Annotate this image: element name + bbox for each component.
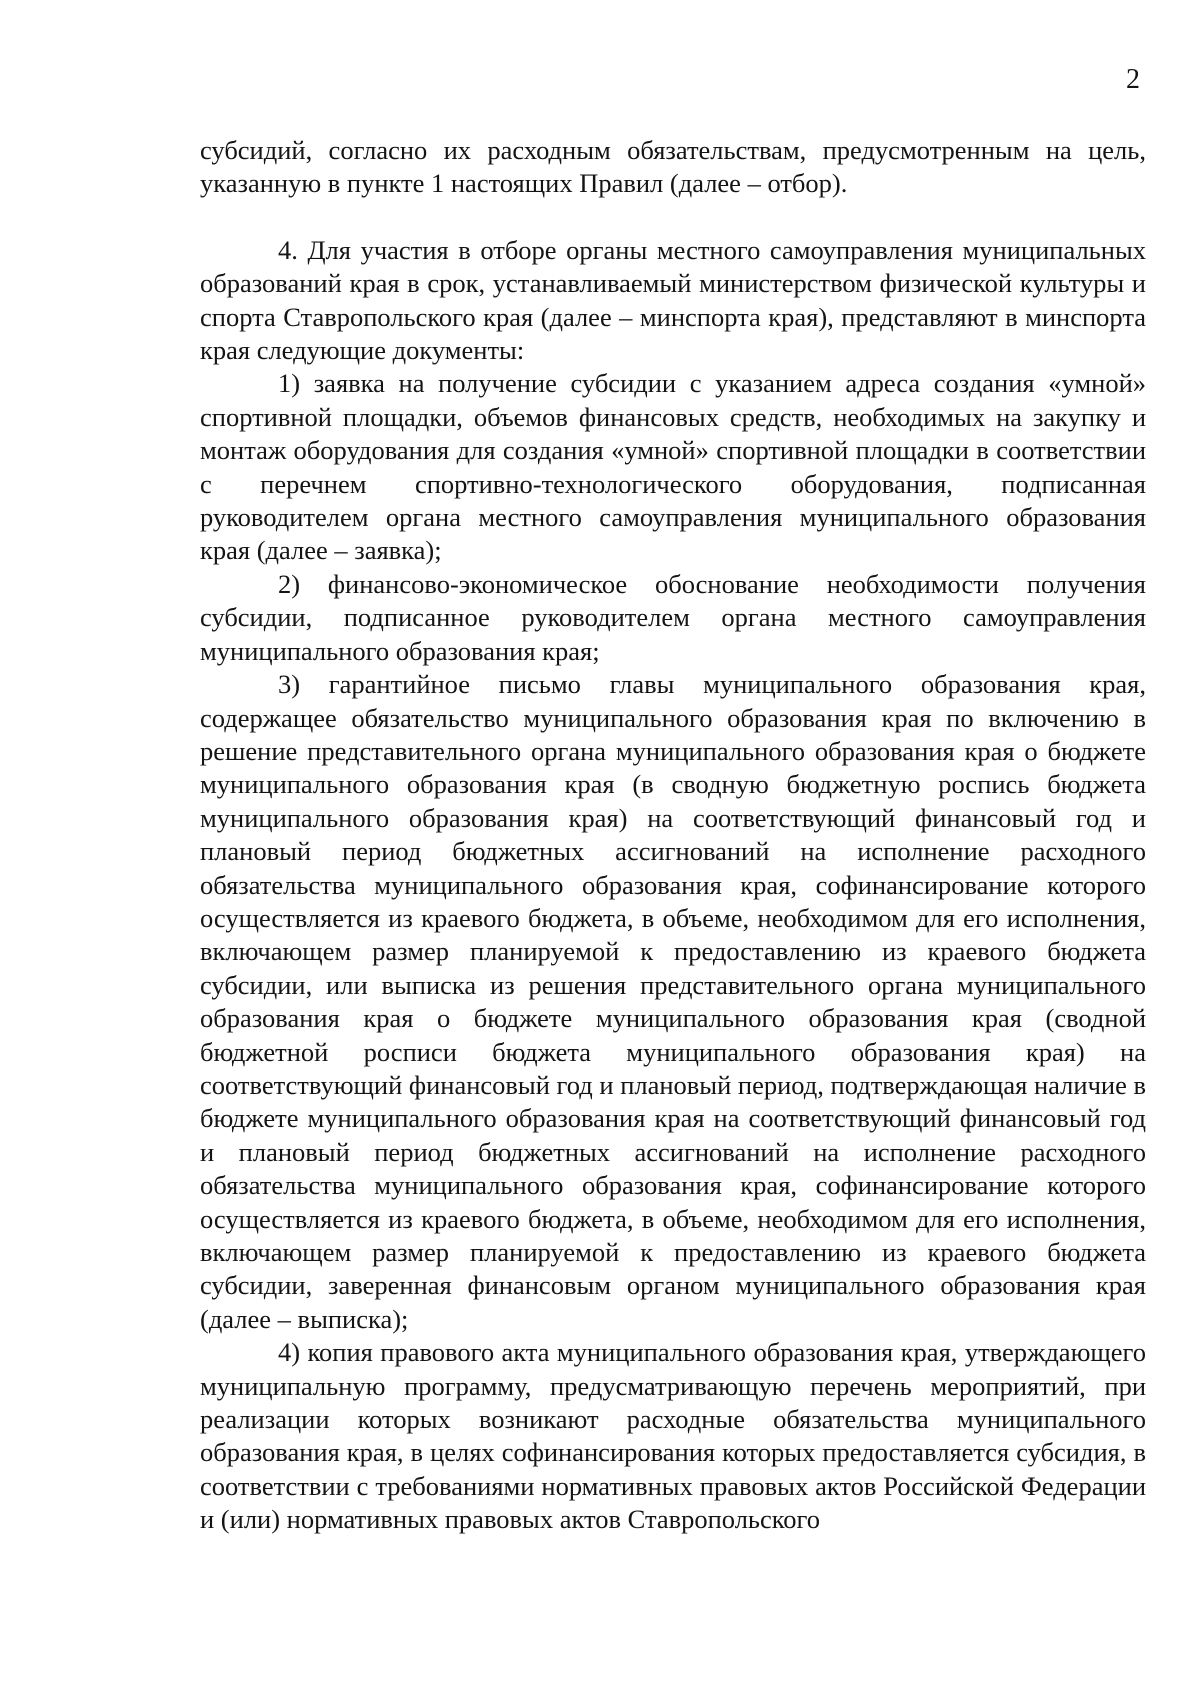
list-item-4: 4) копия правового акта муниципального образования края, утверждающего муниципальную программу, предусматривающую перечень мероприятий, при реализации которых возникают расходные обязательства муниципального образования края, в целях софинансирования которых предоставляется субсидия, в соответствии с требованиями нормативных правовых актов Российской Федерации и (или) нормативных правовых актов Ставропольского	[200, 1337, 1146, 1535]
document-body	[200, 134, 1146, 1537]
paragraph-continuation: субсидий, согласно их расходным обязательствам, предусмотренным на цель, указанную в пункте 1 настоящих Правил (далее – отбор).	[200, 135, 1146, 199]
paragraph-4: 4. Для участия в отборе органы местного самоуправления муниципальных образований края в срок, устанавливаемый министерством физической культуры и спорта Ставропольского края (далее – минспорта края), представляют в минспорта края следующие документы:	[200, 234, 1146, 366]
list-item-3: 3) гарантийное письмо главы муниципального образования края, содержащее обязательство муниципального образования края по включению в решение представительного органа муниципального образования края о бюджете муниципального образования края (в сводную бюджетную роспись бюджета муниципального образования края) на соответствующий финансовый год и плановый период бюджетных ассигнований на исполнение расходного обязательства муниципального образования края, софинансирование которого осуществляется из краевого бюджета, в объеме, необходимом для его исполнения, включающем размер планируемой к предоставлению из краевого бюджета субсидии, или выписка из решения представительного органа муниципального образования края о бюджете муниципального образования края (сводной бюджетной росписи бюджета муниципального образования края) на соответствующий финансовый год и плановый период, подтверждающая наличие в бюджете муниципального образования края на соответствующий финансовый год и плановый период бюджетных ассигнований на исполнение расходного обязательства муниципального образования края, софинансирование которого осуществляется из краевого бюджета, в объеме, необходимом для его исполнения, включающем размер планируемой к предоставлению из краевого бюджета субсидии, заверенная финансовым органом муниципального образования края (далее – выписка);	[200, 669, 1146, 1334]
list-item-1: 1) заявка на получение субсидии с указанием адреса создания «умной» спортивной площадки, объемов финансовых средств, необходимых на закупку и монтаж оборудования для создания «умной» спортивной площадки в соответствии с перечнем спортивно-технологического оборудования, подписанная руководителем органа местного самоуправления муниципального образования края (далее – заявка);	[200, 368, 1146, 566]
page-number: 2	[1126, 64, 1140, 95]
list-item-2: 2) финансово-экономическое обоснование необходимости получения субсидии, подписанное руководителем органа местного самоуправления муниципального образования края;	[200, 568, 1146, 666]
